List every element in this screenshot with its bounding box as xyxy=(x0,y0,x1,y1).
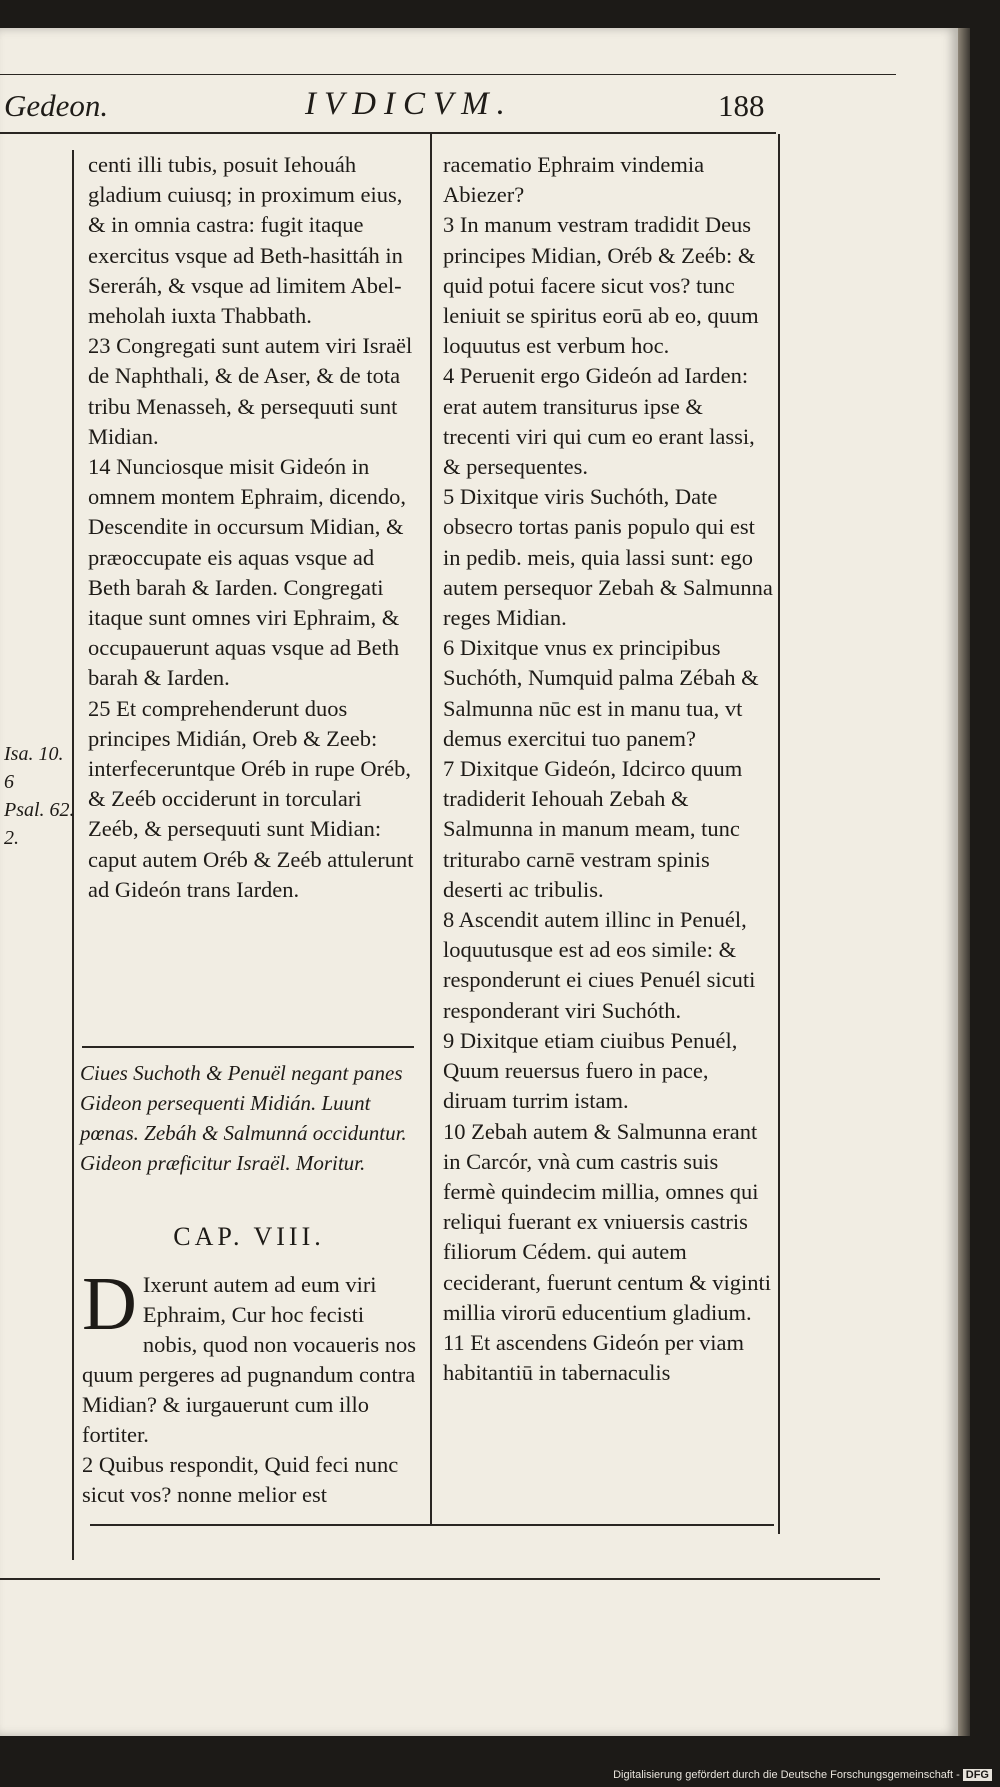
dfg-logo: DFG xyxy=(963,1769,992,1781)
verse-7: 7 Dixitque Gideón, Idcirco quum tradiderit Iehouah Zebah & Salmunna in manum meam, tunc triturabo carnē vestram spinis deserti ac tribulis. xyxy=(443,756,743,902)
verse-2-start: 2 Quibus respondit, Quid feci nunc sicut vos? nonne melior est xyxy=(82,1452,399,1507)
verse-22-end: centi illi tubis, posuit Iehouáh gladium cuiusq; in proximum eius, & in omnia castra: fugit itaque exercitus vsque ad Beth-hasittáh in Sereráh, & vsque ad limitem Abel-meholah iuxta Thabbath. xyxy=(88,152,403,329)
verse-4: 4 Peruenit ergo Gideón ad Iarden: erat autem transiturus ipse & trecenti viri qui cum eo erant lassi, & persequentes. xyxy=(443,363,755,480)
drop-capital: D xyxy=(82,1262,137,1346)
left-column-rule xyxy=(72,150,74,1560)
running-header xyxy=(0,82,780,130)
verse-11-start: 11 Et ascendens Gideón per viam habitantiū in tabernaculis xyxy=(443,1329,744,1386)
verse-1: Ixerunt autem ad eum viri Ephraim, Cur hoc fecisti nobis, quod non vocaueris nos quum pergeres ad pugnandum contra Midian? & iurgauerunt cum illo fortiter. xyxy=(82,1272,416,1447)
credit-text: Digitalisierung gefördert durch die Deutsche Forschungsgemeinschaft - xyxy=(613,1769,960,1781)
right-column xyxy=(443,150,773,1388)
running-head-title: IVDICVM. xyxy=(305,86,513,122)
right-column-rule xyxy=(778,134,780,1534)
page-edge xyxy=(958,28,970,1736)
summary-rule xyxy=(82,1046,414,1048)
verse-8: 8 Ascendit autem illinc in Penuél, loquutusque est ad eos simile: & responderunt ei ciues Penuél sicuti responderant viri Suchóth. xyxy=(443,907,756,1023)
bottom-rule xyxy=(90,1524,774,1526)
digitization-credit xyxy=(613,1769,992,1781)
running-head-left: Gedeon. xyxy=(4,88,109,123)
verse-6: 6 Dixitque vnus ex principibus Suchóth, Numquid palma Zébah & Salmunna nūc est in manu tua, vt demus exercitui tuo panem? xyxy=(443,635,759,751)
chapter-8-body xyxy=(82,1262,416,1510)
verse-9: 9 Dixitque etiam ciuibus Penuél, Quum reuersus fuero in pace, diruam turrim istam. xyxy=(443,1027,738,1114)
top-rule xyxy=(0,74,896,75)
verse-23: 23 Congregati sunt autem viri Israël de Naphthali, & de Aser, & de tota tribu Menasseh, & persequuti sunt Midian. xyxy=(88,333,413,449)
left-column xyxy=(88,150,414,905)
verse-25: 25 Et comprehenderunt duos principes Midián, Oreb & Zeeb: interfeceruntque Oréb in rupe Oréb, & Zeéb occiderunt in torculari Zeéb, & persequuti sunt Midian: caput autem Oréb & Zeéb attulerunt ad Gideón trans Iarden. xyxy=(88,695,414,902)
margin-note: 6 xyxy=(4,771,14,793)
chapter-summary: Ciues Suchoth & Penuël negant panes Gideon persequenti Midián. Luunt pœnas. Zebáh & Salmunná occiduntur. Gideon præficitur Israël. Moritur. xyxy=(80,1061,407,1175)
page-number: 188 xyxy=(718,88,765,123)
margin-notes xyxy=(4,740,76,852)
chapter-heading: CAP. VIII. xyxy=(173,1222,325,1251)
header-rule xyxy=(0,132,776,134)
verse-24: 14 Nunciosque misit Gideón in omnem montem Ephraim, dicendo, Descendite in occursum Midian, & præoccupate eis aquas vsque ad Beth barah & Iarden. Congregati itaque sunt omnes viri Ephraim, & occupauerunt aquas vsque ad Beth barah & Iarden. xyxy=(88,454,407,691)
verse-5: 5 Dixitque viris Suchóth, Date obsecro tortas panis populo qui est in pedib. meis, quia lassi sunt: ego autem persequor Zebah & Salmunna reges Midian. xyxy=(443,484,773,631)
margin-note: Psal. 62. xyxy=(4,799,75,821)
margin-note: Isa. 10. xyxy=(4,743,64,765)
verse-2-end: racematio Ephraim vindemia Abiezer? xyxy=(443,152,705,208)
footer-rule xyxy=(0,1578,880,1580)
verse-3: 3 In manum vestram tradidit Deus principes Midian, Oréb & Zeéb: & quid potui facere sicut vos? tunc leniuit se spiritus eorū ab eo, quum loquutus est verbum hoc. xyxy=(443,212,759,359)
center-column-rule xyxy=(430,134,432,1524)
margin-note: 2. xyxy=(4,827,19,849)
verse-10: 10 Zebah autem & Salmunna erant in Carcór, vnà cum castris suis fermè quindecim millia, omnes qui reliqui fuerant ex vniuersis castris filiorum Cédem. qui autem ceciderant, fuerunt centum & viginti millia virorū educentium gladium. xyxy=(443,1118,772,1325)
